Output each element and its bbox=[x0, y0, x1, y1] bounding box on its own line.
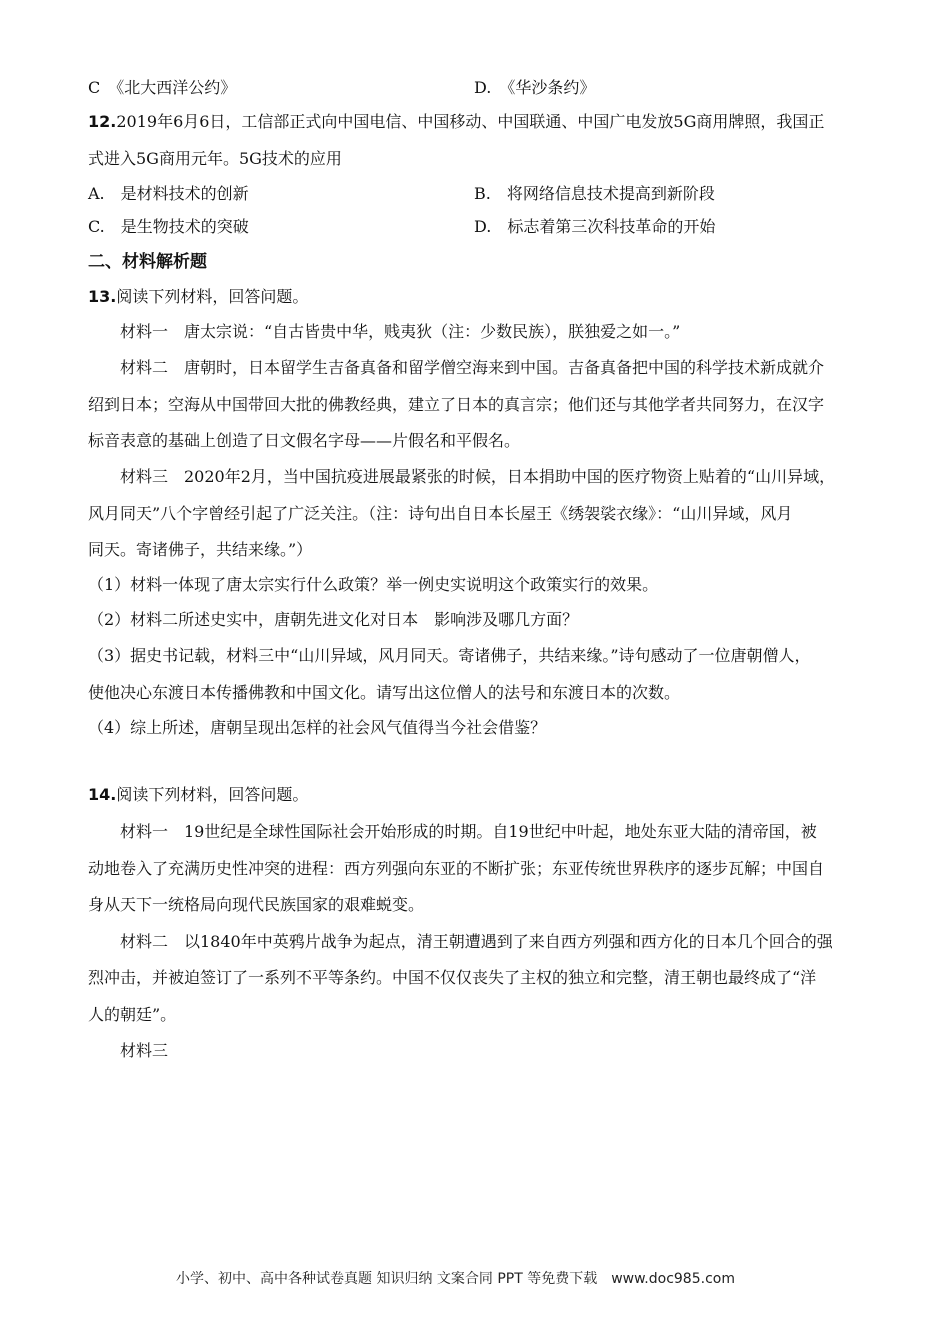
q13-stem-text: 阅读下列材料，回答问题。 bbox=[116, 287, 309, 306]
q13-material-2-line-3: 标音表意的基础上创造了日文假名字母——片假名和平假名。 bbox=[88, 431, 521, 450]
q13-sub-question-3-line-2: 使他决心东渡日本传播佛教和中国文化。请写出这位僧人的法号和东渡日本的次数。 bbox=[88, 683, 681, 702]
q12-number: 12. bbox=[88, 112, 117, 131]
q14-stem bbox=[88, 785, 308, 805]
q14-material-1-line-3: 身从天下一统格局向现代民族国家的艰难蜕变。 bbox=[88, 895, 425, 914]
q13-material-3-line-3: 同天。寄诸佛子，共结来缘。”） bbox=[88, 540, 313, 559]
q12-stem-line-1 bbox=[88, 112, 824, 132]
q12-option-c: C. 是生物技术的突破 bbox=[88, 217, 249, 236]
q14-stem-text: 阅读下列材料，回答问题。 bbox=[116, 785, 309, 804]
q13-number: 13. bbox=[88, 287, 117, 306]
q14-material-2-line-2: 烈冲击，并被迫签订了一系列不平等条约。中国不仅仅丧失了主权的独立和完整，清王朝也最终成了“洋 bbox=[88, 968, 817, 987]
q11-option-d: D. 《华沙条约》 bbox=[474, 78, 596, 97]
q13-sub-question-1: （1）材料一体现了唐太宗实行什么政策？举一例史实说明这个政策实行的效果。 bbox=[88, 575, 659, 594]
q13-stem bbox=[88, 287, 308, 307]
q14-number: 14. bbox=[88, 785, 117, 804]
q14-material-2-line-3: 人的朝廷”。 bbox=[88, 1005, 177, 1024]
q13-sub-question-3-line-1: （3）据史书记载，材料三中“山川异域，风月同天。寄诸佛子，共结来缘。”诗句感动了一位唐朝僧人， bbox=[88, 646, 811, 665]
page-footer: 小学、初中、高中各种试卷真题 知识归纳 文案合同 PPT 等免费下载 www.doc985.com bbox=[176, 1271, 735, 1287]
q12-stem-line-2: 式进入5G商用元年。5G技术的应用 bbox=[88, 149, 342, 168]
q11-option-c: C 《北大西洋公约》 bbox=[88, 78, 237, 97]
q12-option-b: B. 将网络信息技术提高到新阶段 bbox=[474, 184, 715, 203]
q12-option-d: D. 标志着第三次科技革命的开始 bbox=[474, 217, 716, 236]
section-title: 二、材料解析题 bbox=[88, 252, 207, 272]
q14-material-1-line-1: 材料一 19世纪是全球性国际社会开始形成的时期。自19世纪中叶起，地处东亚大陆的清帝国，被 bbox=[120, 822, 817, 841]
q12-option-a: A. 是材料技术的创新 bbox=[88, 184, 249, 203]
q13-material-3-line-2: 风月同天”八个字曾经引起了广泛关注。（注：诗句出自日本长屋王《绣袈裟衣缘》：“山川异域，风月 bbox=[88, 504, 793, 523]
q13-sub-question-2: （2）材料二所述史实中，唐朝先进文化对日本 影响涉及哪几方面？ bbox=[88, 610, 579, 629]
q13-sub-question-4: （4）综上所述，唐朝呈现出怎样的社会风气值得当今社会借鉴？ bbox=[88, 718, 547, 737]
q13-material-3-line-1: 材料三 2020年2月，当中国抗疫进展最紧张的时候，日本捐助中国的医疗物资上贴着的“山川异域， bbox=[120, 467, 836, 486]
q12-stem-text-1: 2019年6月6日，工信部正式向中国电信、中国移动、中国联通、中国广电发放5G商用牌照，我国正 bbox=[116, 112, 825, 131]
q14-material-2-line-1: 材料二 以1840年中英鸦片战争为起点，清王朝遭遇到了来自西方列强和西方化的日本几个回合的强 bbox=[120, 932, 833, 951]
q14-material-3: 材料三 bbox=[120, 1041, 169, 1060]
q13-material-2-line-1: 材料二 唐朝时，日本留学生吉备真备和留学僧空海来到中国。吉备真备把中国的科学技术新成就介 bbox=[120, 358, 825, 377]
q13-material-2-line-2: 绍到日本；空海从中国带回大批的佛教经典，建立了日本的真言宗；他们还与其他学者共同努力，在汉字 bbox=[88, 395, 825, 414]
q13-material-1: 材料一 唐太宗说：“自古皆贵中华，贱夷狄（注：少数民族），朕独爱之如一。” bbox=[120, 322, 681, 341]
q14-material-1-line-2: 动地卷入了充满历史性冲突的进程：西方列强向东亚的不断扩张；东亚传统世界秩序的逐步瓦解；中国自 bbox=[88, 859, 825, 878]
